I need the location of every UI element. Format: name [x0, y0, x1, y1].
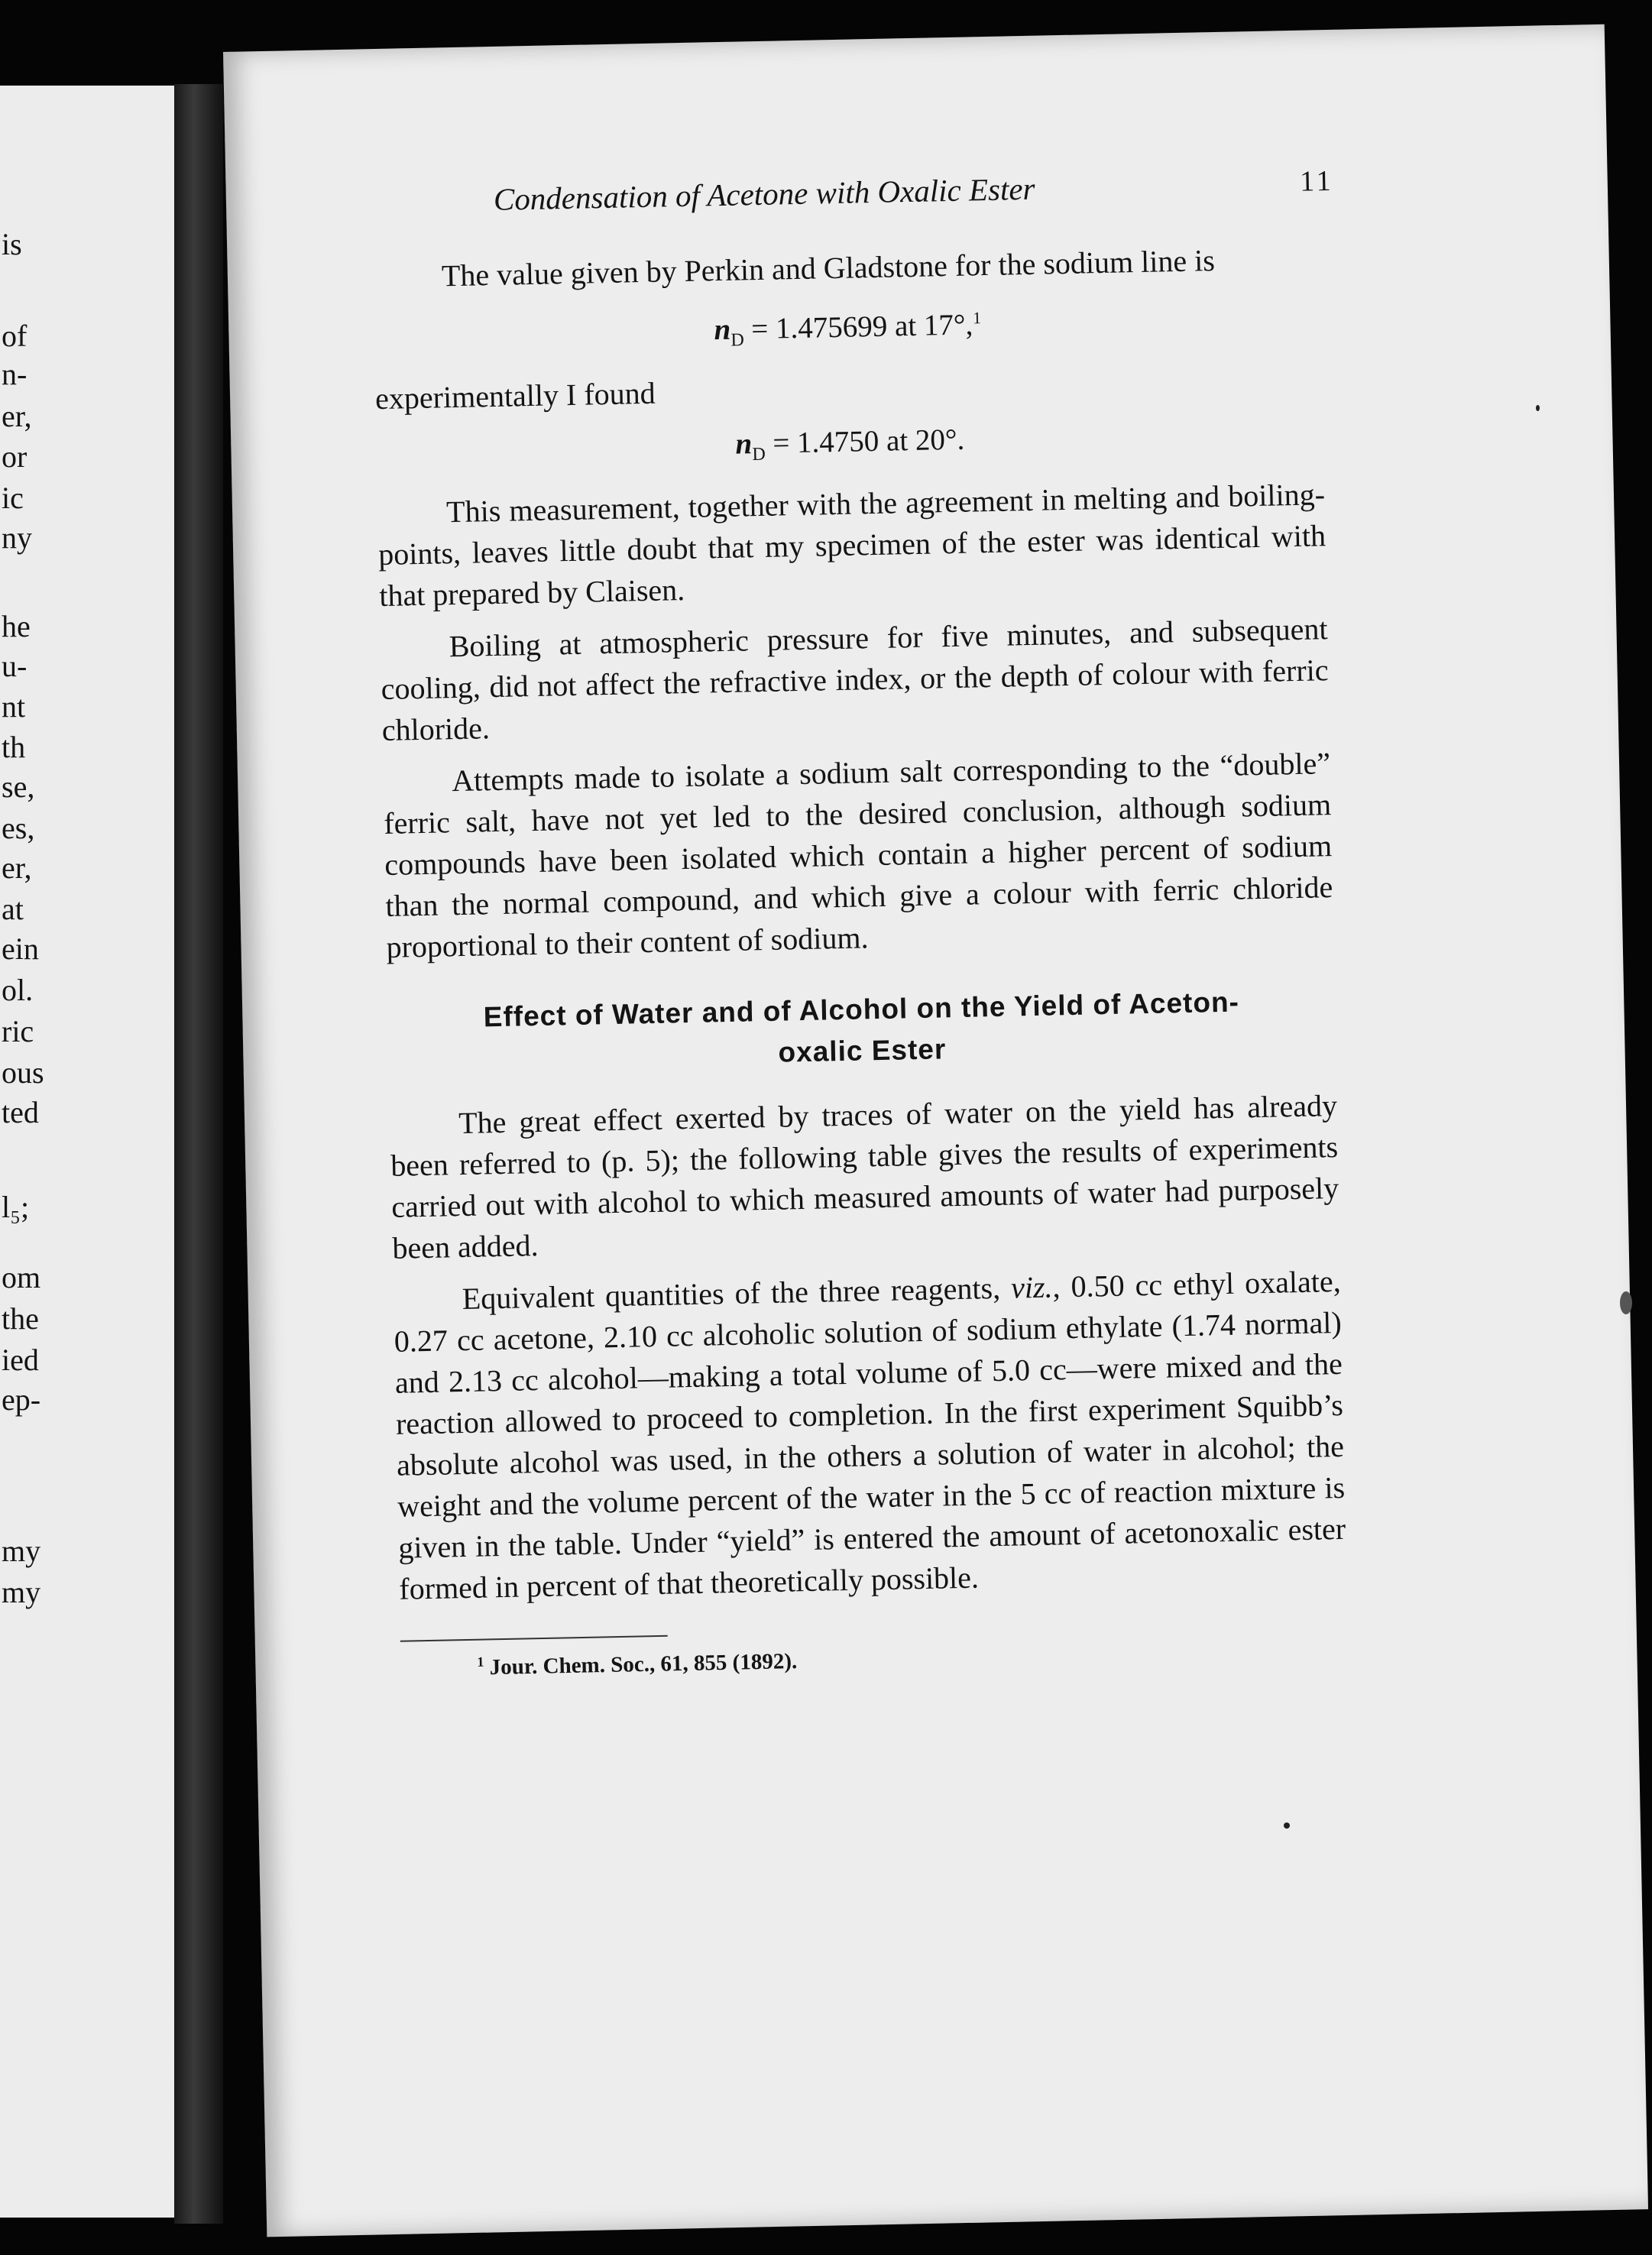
left-fragment: ny [2, 520, 32, 555]
left-fragment: my [2, 1575, 41, 1609]
eq-text: = 1.4750 at 20°. [765, 423, 965, 460]
left-fragment: the [2, 1301, 39, 1336]
left-fragment: er, [2, 399, 32, 433]
viz-italic: viz. [1010, 1269, 1053, 1305]
text-run: Equivalent quantities of the three reagents, [462, 1270, 1012, 1316]
text-run: , 0.50 cc ethyl oxalate, 0.27 cc acetone, 2.10 cc alcoholic solution of sodium ethylate (1.74 normal) and 2.13 cc alcohol—making a total volume of 5.0 cc—were mixed and the reaction allowed to proceed to completion. In the first experiment Squibb’s absolute alcohol was used, in the others a solution of water in alcohol; the weight and the volume percent of the water in the 5 cc of reaction mixture is given in the table. Under “yield” is entered the amount of acetonoxalic ester formed in percent of that theoretically possible. [394, 1263, 1346, 1606]
heading-line: Effect of Water and of Alcohol on the Yield of Aceton- [483, 986, 1240, 1033]
running-head [371, 164, 1335, 229]
left-fragment: om [2, 1260, 41, 1294]
eq-symbol: n [714, 313, 731, 347]
paragraph-equivalent-quantities [393, 1261, 1346, 1610]
left-fragment: ol. [2, 973, 34, 1007]
left-fragment: se, [2, 769, 35, 804]
equation-measured-value [376, 411, 1324, 484]
heading-line: oxalic Ester [778, 1032, 947, 1068]
eq-subscript: D [752, 444, 766, 465]
left-fragment: l₅; [2, 1190, 30, 1224]
eq-symbol: n [735, 427, 753, 461]
left-fragment: es, [2, 811, 35, 845]
left-fragment: or [2, 439, 28, 474]
left-fragment: is [2, 227, 22, 261]
left-fragment: ric [2, 1014, 34, 1048]
left-fragment: ein [2, 931, 39, 966]
eq-subscript: D [730, 330, 745, 351]
left-fragment: er, [2, 850, 32, 885]
paragraph-measurement: This measurement, together with the agreement in melting and boiling-points, leaves little doubt that my specimen of the ester was identical with that prepared by Claisen. [377, 476, 1326, 613]
eq-text: = 1.475699 at 17°, [743, 308, 973, 346]
book-gutter [174, 84, 223, 2224]
paragraph-perkin-gladstone: The value given by Perkin and Gladstone for the sodium line is [441, 243, 1216, 293]
scan-speck [1284, 1822, 1290, 1829]
left-fragment: ied [2, 1343, 39, 1377]
footnote-mark: 1 [477, 1654, 484, 1670]
left-fragment: n- [2, 357, 28, 391]
left-fragment: u- [2, 649, 28, 683]
left-fragment: ous [2, 1055, 44, 1090]
equation-perkin-value [374, 290, 1322, 369]
paragraph-attempts: Attempts made to isolate a sodium salt corresponding to the “double” ferric salt, have not yet led to the desired conclusion, although sodium compounds have been isolated which contain a higher percent of sodium than the normal compound, and which give a colour with ferric chloride proportional to their content of sodium. [383, 745, 1333, 964]
page-number: 11 [1299, 164, 1335, 198]
scan-speck [1536, 405, 1540, 411]
scan-speck [1620, 1291, 1632, 1314]
left-fragment: th [2, 730, 26, 764]
paragraph-experimentally: experimentally I found [374, 375, 656, 416]
left-fragment: ep- [2, 1382, 41, 1417]
left-fragment: nt [2, 689, 26, 724]
left-fragment: my [2, 1534, 41, 1568]
running-title: Condensation of Acetone with Oxalic Ester [493, 170, 1035, 217]
left-fragment: of [2, 319, 28, 353]
footnote-rule [400, 1635, 668, 1641]
left-fragment: at [2, 892, 24, 926]
page-content [371, 164, 1348, 1682]
left-page-fragment [0, 86, 174, 2218]
left-fragment: ted [2, 1095, 39, 1129]
section-heading [387, 980, 1336, 1081]
left-fragment: ic [2, 481, 24, 515]
paragraph-water-effect: The great effect exerted by traces of water on the yield has already been referred to (p. 5); the following table gives the results of experiments carried out with alcohol to which measured amounts of water had purposely been added. [390, 1087, 1339, 1265]
footnote [400, 1636, 1348, 1682]
left-page-text [0, 86, 174, 2218]
paragraph-boiling: Boiling at atmospheric pressure for five minutes, and subsequent cooling, did not affect the refractive index, or the depth of colour with ferric chloride. [381, 611, 1329, 747]
left-fragment: he [2, 609, 31, 643]
right-page [223, 24, 1648, 2237]
footnote-text: Jour. Chem. Soc., 61, 855 (1892). [484, 1648, 798, 1680]
footnote-ref: 1 [972, 308, 982, 328]
